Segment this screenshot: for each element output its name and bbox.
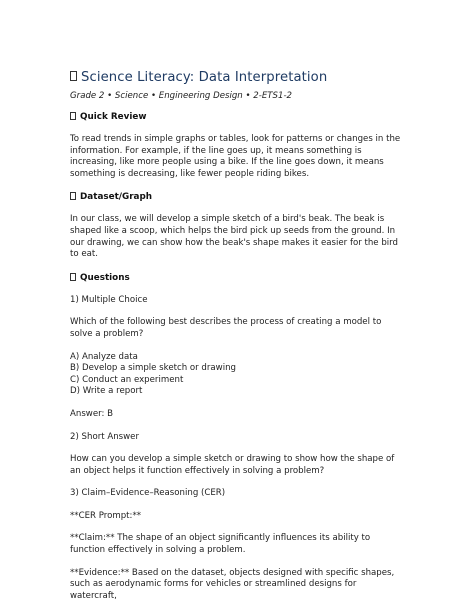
question-3-label: 3) Claim–Evidence–Reasoning (CER) — [70, 488, 226, 499]
missing-glyph-icon — [70, 71, 77, 81]
cer-evidence: **Evidence:** Based on the dataset, objects designed with specific shapes, such as aerodynamic forms for vehicles or streamlined designs for watercraft, — [70, 567, 395, 601]
option-c: C) Conduct an experiment — [70, 374, 184, 385]
quick-review-heading-row — [70, 111, 404, 123]
missing-glyph-icon — [70, 192, 76, 200]
quick-review-text: To read trends in simple graphs or tables, look for patterns or changes in the information. For example, if the line goes up, it means something is increasing, like more people using a bike. If the line goes down, it means something is decreasing, like fewer people riding bikes. — [70, 134, 401, 179]
dataset-heading-row — [70, 191, 404, 203]
question-1-label: 1) Multiple Choice — [70, 294, 148, 305]
quick-review-heading: Quick Review — [80, 112, 147, 122]
question-1-answer: Answer: B — [70, 408, 114, 419]
question-2-label: 2) Short Answer — [70, 431, 139, 442]
document-title-row — [70, 70, 404, 86]
question-1-text: Which of the following best describes the process of creating a model to solve a problem? — [70, 317, 382, 339]
cer-claim: **Claim:** The shape of an object significantly influences its ability to function effectively in solving a problem. — [70, 533, 371, 556]
document-subtitle: Grade 2 • Science • Engineering Design • 2-ETS1-2 — [70, 91, 293, 101]
document-title: Science Literacy: Data Interpretation — [81, 70, 328, 85]
missing-glyph-icon — [70, 273, 76, 281]
question-1-options — [70, 352, 404, 398]
option-d: D) Write a report — [70, 386, 143, 397]
question-2-text: How can you develop a simple sketch or drawing to show how the shape of an object helps it function effectively in solving a problem? — [70, 454, 395, 476]
dataset-text: In our class, we will develop a simple sketch of a bird's beak. The beak is shaped like a scoop, which helps the bird pick up seeds from the ground. In our drawing, we can show how the beak's shape makes it easier for the bird to eat. — [70, 214, 399, 260]
option-b: B) Develop a simple sketch or drawing — [70, 363, 236, 374]
dataset-heading: Dataset/Graph — [80, 192, 153, 203]
questions-heading: Questions — [80, 272, 130, 283]
option-a: A) Analyze data — [70, 351, 138, 362]
questions-heading-row — [70, 272, 404, 284]
missing-glyph-icon — [70, 112, 76, 120]
cer-prompt: **CER Prompt:** — [70, 510, 142, 521]
